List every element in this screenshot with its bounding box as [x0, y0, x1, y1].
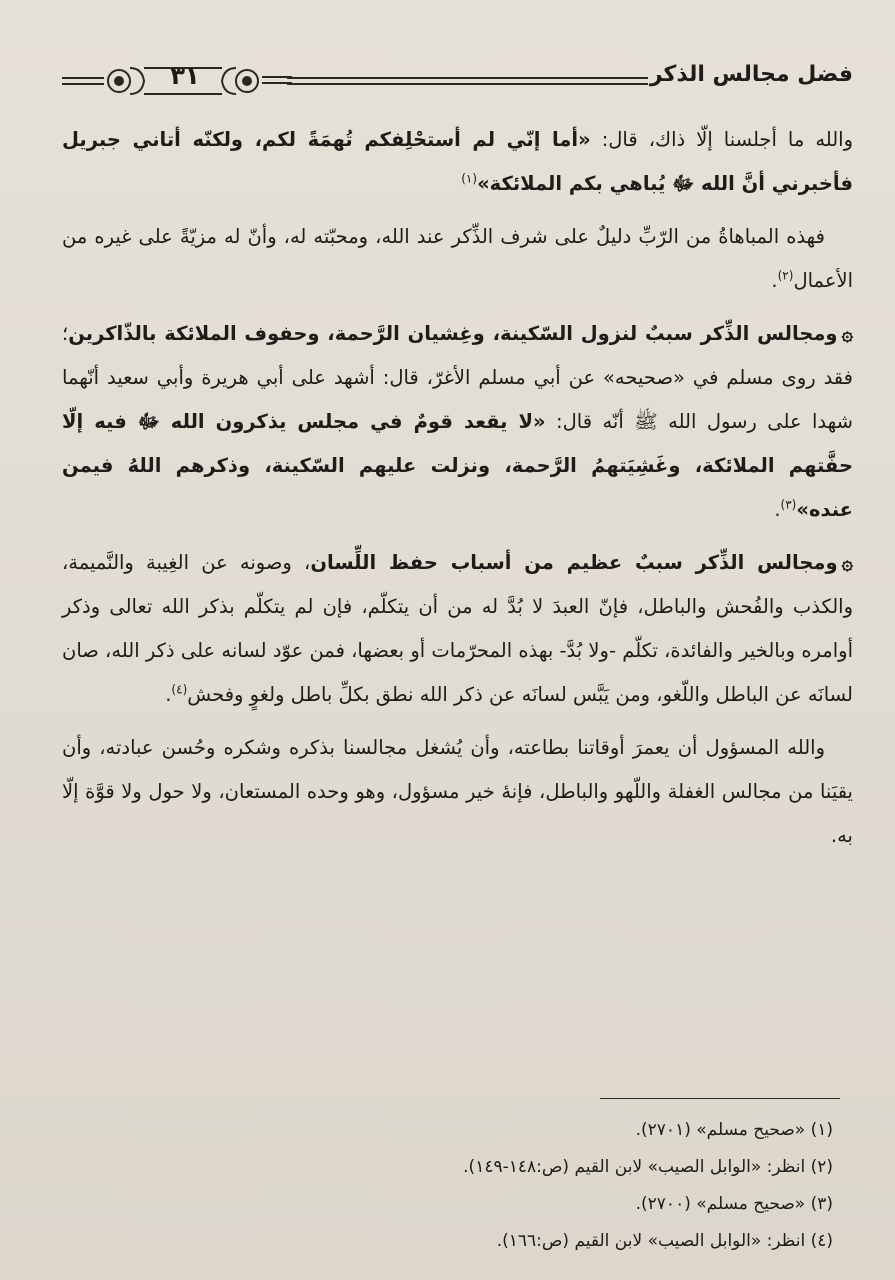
text-run: فهذه المباهاةُ من الرّبِّ دليلٌ على شرف الذِّكر عند الله، ومحبّته له، وأنّ له مزيّةً على غيره من الأعمال [62, 225, 853, 292]
header-rule-left [62, 77, 104, 79]
footnote-ref: (١) [461, 171, 478, 186]
header-rule-left [62, 83, 104, 85]
footnote: (٤) انظر: «الوابل الصيب» لابن القيم (ص:١٦٦). [496, 1231, 833, 1251]
text-run: ، وصونه عن الغِيبة والنَّميمة، والكذب والفُحش والباطل، فإنّ العبدَ لا بُدَّ له من أن يتكلّم، فإن لم يتكلّم بذكر الله تعالى وذكر أوامره وبالخير والفائدة، تكلّم -ولا بُدَّ- بهذه المحرّمات أو بعضها، فمن عوّد لسانه على ذكر الله، صان لسانَه عن الباطل واللّغو، ومن يَبَّس لسانَه عن ذكر الله نطق بكلِّ باطل ولغوٍ وفحش [62, 551, 853, 706]
page-number: ٣١ [170, 62, 200, 90]
section-marker-icon: ۞ [841, 551, 854, 574]
text-run: والله المسؤول أن يعمرَ أوقاتنا بطاعته، وأن يُشغل مجالسنا بذكره وشكره وحُسن عبادته، وأن يقيَنا من مجالس الغفلة واللّهو والباطل، فإنهٔ خير مسؤول، وهو وحده المستعان، ولا حول ولا قوَّة إلّا به. [62, 736, 853, 847]
section-heading: ومجالس الذِّكر سببٌ عظيم من أسباب حفظ اللِّسان [310, 551, 838, 574]
footnote: (٣) «صحيح مسلم» (٢٧٠٠). [635, 1194, 833, 1214]
section-heading: ومجالس الذِّكر سببٌ لنزول السّكينة، وغِشيان الرَّحمة، وحفوف الملائكة بالذّاكرين [68, 322, 838, 345]
section-marker-icon: ۞ [841, 322, 853, 345]
footnote-ref: (٤) [171, 682, 188, 697]
text-run: . [774, 498, 781, 521]
running-title: فضل مجالس الذكر [649, 62, 853, 87]
paragraph [62, 215, 853, 303]
paragraph [62, 312, 853, 532]
text-run: ؛ فقد روى مسلم في «صحيحه» عن أبي مسلم الأغرّ، قال: أشهد على أبي هريرة وأبي سعيد أنّهما شهدا على رسول الله ﷺ أنّه قال: [62, 322, 853, 433]
paragraph [62, 118, 853, 206]
header-rule [287, 83, 648, 85]
hadith-quote: «لا يقعد قومٌ في مجلس يذكرون الله ﷻ فيه إلّا حفَّتهم الملائكة، وغَشِيَتهمُ الرَّحمة، ونزلت عليهم السّكينة، وذكرهم اللهُ فيمن عنده» [62, 410, 853, 521]
footnotes [62, 1112, 833, 1260]
footnote: (٢) انظر: «الوابل الصيب» لابن القيم (ص:١٤٨-١٤٩). [463, 1157, 833, 1177]
page-header [62, 58, 853, 102]
paragraph [62, 541, 853, 717]
main-text [62, 118, 853, 867]
text-run: والله ما أجلسنا إلّا ذاك، قال: [590, 128, 854, 151]
text-run: . [771, 269, 778, 292]
text-run: . [165, 683, 172, 706]
header-rule [287, 77, 648, 79]
footnote-ref: (٣) [780, 497, 797, 512]
paragraph [62, 726, 853, 858]
hadith-quote: «أما إنّي لم أستحْلِفكم تُهمَةً لكم، ولكنّه أتاني جبريل فأخبرني أنَّ الله ﷻ يُباهي بكم الملائكة» [62, 128, 853, 195]
footnote-divider [600, 1098, 840, 1099]
footnote: (١) «صحيح مسلم» (٢٧٠١). [635, 1120, 833, 1140]
footnote-ref: (٢) [777, 268, 794, 283]
